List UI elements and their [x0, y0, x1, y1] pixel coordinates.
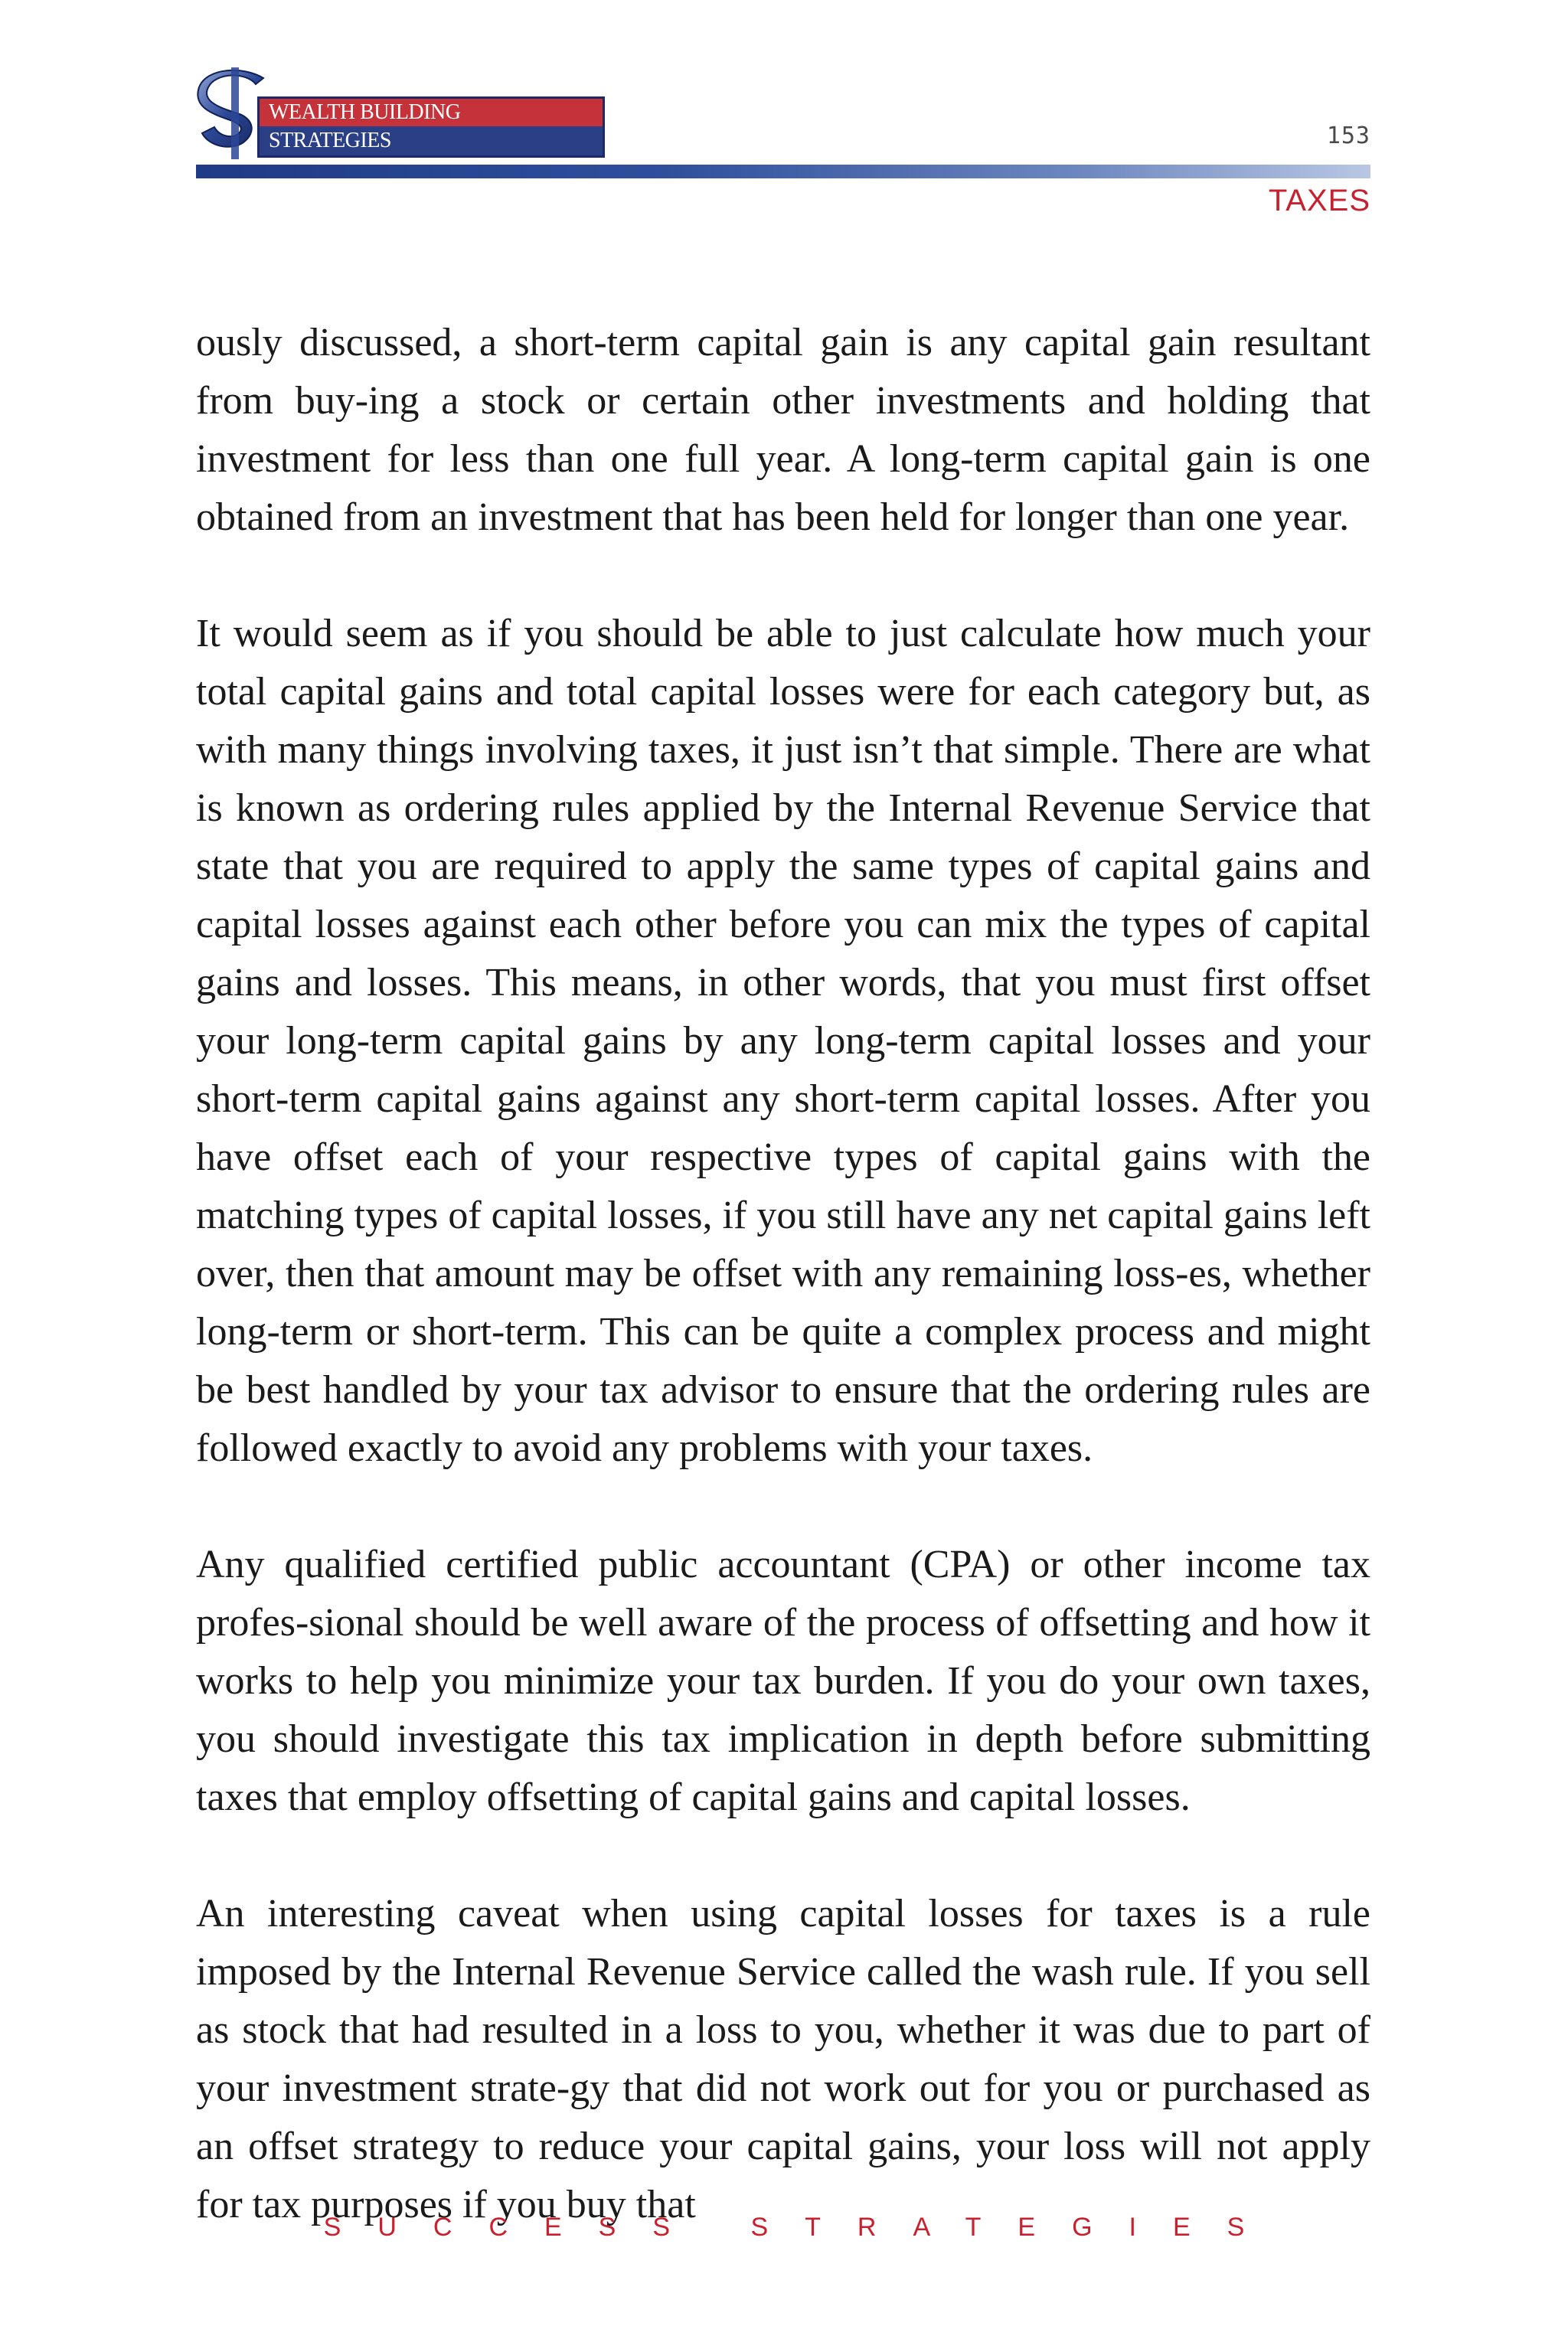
paragraph: An interesting caveat when using capital losses for taxes is a rule imposed by the Internal Revenue Service called the wash rule. If you sell as stock that had resulted in a loss to you, whether it was due to part of your investment strate-gy that did not work out for you or purchased as an offset strategy to reduce your capital gains, your loss will not apply for tax purposes if you buy that: [196, 1892, 1370, 2226]
paragraph: Any qualified certified public accountant (CPA) or other income tax profes-sional should be well aware of the process of offsetting and how it works to help you minimize your tax burden. If you do your own taxes, you should investigate this tax implication in depth before submitting taxes that employ offsetting of capital gains and capital losses.: [196, 1543, 1370, 1819]
logo-text-line1: WEALTH BUILDING: [269, 100, 461, 124]
paragraph: ously discussed, a short-term capital gain is any capital gain resultant from buy-ing a stock or certain other investments and holding that investment for less than one full year. A long-term capital gain is one obtained from an investment that has been held for longer than one year.: [196, 321, 1370, 539]
logo-text-line2: STRATEGIES: [269, 129, 391, 152]
body-text: [196, 314, 1370, 2234]
page-header: [0, 0, 1568, 230]
footer-text: SUCCESS STRATEGIES: [323, 2213, 1282, 2242]
wealth-building-strategies-logo: [193, 67, 461, 167]
page-number: 153: [1326, 122, 1370, 149]
logo-banner: [257, 96, 605, 158]
paragraph: It would seem as if you should be able to just calculate how much your total capital gains and total capital losses were for each category but, as with many things involving taxes, it just isn’t that simple. There are what is known as ordering rules applied by the Internal Revenue Service that state that you are required to apply the same types of capital gains and capital losses against each other before you can mix the types of capital gains and losses. This means, in other words, that you must first offset your long-term capital gains by any long-term capital losses and your short-term capital gains against any short-term capital losses. After you have offset each of your respective types of capital gains with the matching types of capital losses, if you still have any net capital gains left over, then that amount may be offset with any remaining loss-es, whether long-term or short-term. This can be quite a complex process and might be best handled by your tax advisor to ensure that the ordering rules are followed exactly to avoid any problems with your taxes.: [196, 612, 1370, 1470]
header-rule: [196, 165, 1370, 178]
section-title: TAXES: [1268, 184, 1370, 217]
page-footer: [0, 2213, 1568, 2243]
